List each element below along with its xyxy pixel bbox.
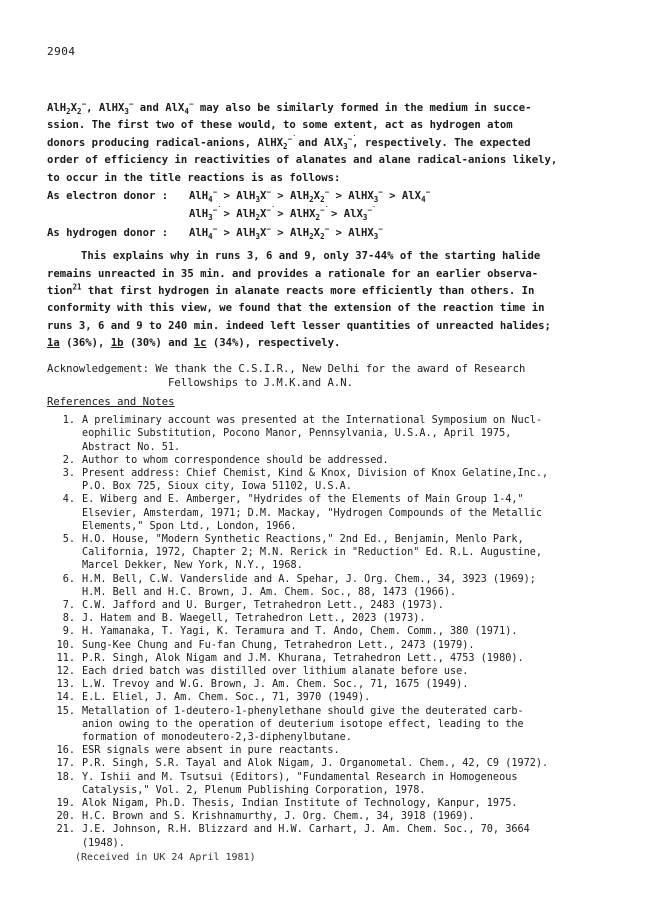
reference-line: (1948). <box>82 837 125 849</box>
reference-line: J.E. Johnson, R.H. Blizzard and H.W. Carhart, J. Am. Chem. Soc., 70, 3664 <box>82 824 530 836</box>
reference-line: H.C. Brown and S. Krishnamurthy, J. Org. Chem., 34, 3918 (1969). <box>82 811 475 823</box>
acknowledgement-line-2: Fellowships to J.M.K.and A.N. <box>168 376 353 389</box>
reference-line: L.W. Trevoy and W.G. Brown, J. Am. Chem. Soc., 71, 1675 (1949). <box>82 679 469 691</box>
reference-item <box>47 771 625 797</box>
reference-number: 11. <box>56 652 75 664</box>
paragraph-2-line-3a: tion <box>47 285 73 298</box>
reference-text <box>82 454 625 467</box>
intro-line-3-tail: respectively. The expected <box>364 136 531 149</box>
compound-1c: 1c <box>193 337 207 350</box>
reference-text <box>82 639 625 652</box>
reference-item <box>47 625 625 638</box>
reference-number: 10. <box>56 639 75 651</box>
reference-item <box>47 757 625 770</box>
compound-1b: 1b <box>110 337 124 350</box>
reference-line: Abstract No. 51. <box>82 441 181 453</box>
paragraph-2-line-2: remains unreacted in 35 min. and provides a rationale for an earlier observa- <box>47 267 539 280</box>
value-1c: (34%), respectively. <box>206 337 341 350</box>
reference-text <box>82 665 625 678</box>
reference-item <box>47 414 625 454</box>
reference-text <box>82 823 625 849</box>
reference-number: 8. <box>62 613 75 625</box>
reference-line: eophilic Substitution, Pocono Manor, Pennsylvania, U.S.A., April 1975, <box>82 428 512 440</box>
reference-line: H.M. Bell, C.W. Vanderslide and A. Spehar, J. Org. Chem., 34, 3923 (1969); <box>82 573 536 585</box>
reference-item <box>47 691 625 704</box>
reference-line: Y. Ishii and M. Tsutsui (Editors), "Fundamental Research in Homogeneous <box>82 771 518 783</box>
reference-number: 6. <box>62 573 75 585</box>
reference-line: ESR signals were absent in pure reactants. <box>82 745 340 757</box>
reference-item <box>47 665 625 678</box>
reference-item <box>47 599 625 612</box>
paragraph-2-line-3 <box>47 283 625 300</box>
reference-line: E.L. Eliel, J. Am. Chem. Soc., 71, 3970 (1949). <box>82 692 371 704</box>
reference-line: P.R. Singh, S.R. Tayal and Alok Nigam, J. Organometal. Chem., 42, C9 (1972). <box>82 758 549 770</box>
reference-line: Elsevier, Amsterdam, 1971; D.M. Mackay, "Hydrogen Compounds of the Metallic <box>82 507 543 519</box>
reference-text <box>82 810 625 823</box>
reference-text <box>82 705 625 745</box>
reference-line: J. Hatem and B. Waegell, Tetrahedron Lett., 2023 (1973). <box>82 613 426 625</box>
received-date: (Received in UK 24 April 1981) <box>75 852 256 863</box>
reference-line: Elements," Spon Ltd., London, 1966. <box>82 520 297 532</box>
reference-text <box>82 414 625 454</box>
reference-line: anion owing to the operation of deuterium isotope effect, leading to the <box>82 718 524 730</box>
hydrogen-donor-order: As hydrogen donor : $AlH_4^- > AlH_3X^- > AlH_2X_2^-$ > AlHX$_3$− <box>47 224 383 241</box>
reference-line: California, 1972, Chapter 2; M.N. Rerick in "Reduction" Ed. R.L. Augustine, <box>82 547 543 559</box>
reference-text <box>82 691 625 704</box>
reference-item <box>47 612 625 625</box>
reference-number: 12. <box>56 665 75 677</box>
reference-line: H. Yamanaka, T. Yagi, K. Teramura and T. Ando, Chem. Comm., 380 (1971). <box>82 626 518 638</box>
reference-number: 2. <box>62 454 75 466</box>
reference-item <box>47 823 625 849</box>
reference-text <box>82 625 625 638</box>
reference-item <box>47 533 625 573</box>
reference-item <box>47 705 625 745</box>
reference-line: P.O. Box 725, Sioux city, Iowa 51102, U.S.A. <box>82 481 352 493</box>
reference-superscript: 21 <box>72 282 82 292</box>
reference-item <box>47 678 625 691</box>
electron-donor-order: As electron donor : $AlH_4^- > AlH_3X^- > AlH_2X_2^-$ > AlHX$_3$− > AlX$_4$− <box>47 187 431 205</box>
reference-item <box>47 797 625 810</box>
reference-number: 21. <box>56 824 75 836</box>
reference-number: 14. <box>56 692 75 704</box>
reference-line: C.W. Jafford and U. Burger, Tetrahedron Lett., 2483 (1973). <box>82 599 444 611</box>
paragraph-2-line-5: runs 3, 6 and 9 to 240 min. indeed left lesser quantities of unreacted halides; <box>47 319 551 332</box>
reference-line: Present address: Chief Chemist, Kind & Knox, Division of Knox Gelatine,Inc., <box>82 467 549 479</box>
intro-line-3: donors producing radical-anions, AlHX$_2$−̇ and AlX$_3$−̇, respectively. The expected <box>47 134 531 151</box>
reference-line: Each dried batch was distilled over lithium alanate before use. <box>82 665 469 677</box>
reference-number: 4. <box>62 494 75 506</box>
reference-text <box>82 652 625 665</box>
reference-line: Catalysis," Vol. 2, Plenum Publishing Corporation, 1978. <box>82 784 426 796</box>
acknowledgement-line-1: Acknowledgement: We thank the C.S.I.R., New Delhi for the award of Research <box>47 362 526 375</box>
reference-text <box>82 573 625 599</box>
acknowledgement <box>47 362 625 390</box>
article-body <box>47 100 625 850</box>
reference-number: 20. <box>56 811 75 823</box>
page-number: 2904 <box>47 45 76 58</box>
intro-line-1-text: may also be similarly formed in the medium in succe- <box>199 102 532 114</box>
reference-line: P.R. Singh, Alok Nigam and J.M. Khurana, Tetrahedron Lett., 4753 (1980). <box>82 652 524 664</box>
reference-item <box>47 639 625 652</box>
reference-number: 7. <box>62 599 75 611</box>
reference-number: 3. <box>62 467 75 479</box>
reference-line: H.M. Bell and H.C. Brown, J. Am. Chem. Soc., 88, 1473 (1966). <box>82 586 457 598</box>
reference-line: Marcel Dekker, New York, N.Y., 1968. <box>82 560 303 572</box>
reference-text <box>82 678 625 691</box>
reference-text <box>82 493 625 533</box>
paragraph-2-line-6 <box>47 335 625 352</box>
intro-line-4: order of efficiency in reactivities of alanates and alane radical-anions likely, <box>47 154 558 167</box>
reference-number: 19. <box>56 797 75 809</box>
references-list <box>47 414 625 850</box>
reference-number: 15. <box>56 705 75 717</box>
hydrogen-donor-label: As hydrogen donor : <box>47 226 169 239</box>
reference-item <box>47 744 625 757</box>
intro-line-1: $AlH_2X_2^-$, AlHX$_3$− and AlX$_4$− may also be similarly formed in the medium in succe- <box>47 99 532 117</box>
electron-donor-order-radicals: AlH$_3$−̇ > AlH$_2$X−̇ > AlHX$_2$−̇ > AlX$_3$−̇ <box>189 205 372 223</box>
reference-line: Alok Nigam, Ph.D. Thesis, Indian Institute of Technology, Kanpur, 1975. <box>82 797 518 809</box>
paragraph-2-line-4: conformity with this view, we found that the extension of the reaction time in <box>47 302 545 315</box>
reference-number: 1. <box>62 415 75 427</box>
reference-text <box>82 599 625 612</box>
reference-item <box>47 573 625 599</box>
reference-line: H.O. House, "Modern Synthetic Reactions," 2nd Ed., Benjamin, Menlo Park, <box>82 533 524 545</box>
reference-line: A preliminary account was presented at the International Symposium on Nucl- <box>82 415 543 427</box>
paragraph-2-line-1: This explains why in runs 3, 6 and 9, only 37-44% of the starting halide <box>81 250 541 263</box>
reference-number: 17. <box>56 758 75 770</box>
reference-item <box>47 652 625 665</box>
reference-text <box>82 797 625 810</box>
reference-item <box>47 810 625 823</box>
reference-item <box>47 454 625 467</box>
reference-text <box>82 612 625 625</box>
reference-number: 13. <box>56 679 75 691</box>
intro-line-2: ssion. The first two of these would, to some extent, act as hydrogen atom <box>47 119 513 132</box>
reference-item <box>47 493 625 533</box>
reference-number: 9. <box>62 626 75 638</box>
reference-item <box>47 467 625 493</box>
reference-line: Sung-Kee Chung and Fu-fan Chung, Tetrahedron Lett., 2473 (1979). <box>82 639 475 651</box>
reference-line: Author to whom correspondence should be addressed. <box>82 454 389 466</box>
reference-text <box>82 771 625 797</box>
reference-number: 16. <box>56 745 75 757</box>
reference-text <box>82 533 625 573</box>
value-1a: (36%), <box>59 337 111 350</box>
intro-line-3-text: donors producing radical-anions, <box>47 136 252 149</box>
reference-line: E. Wiberg and E. Amberger, "Hydrides of the Elements of Main Group 1-4," <box>82 494 524 506</box>
reference-number: 5. <box>62 533 75 545</box>
reference-text <box>82 757 625 770</box>
compound-1a: 1a <box>47 337 60 350</box>
intro-line-5: to occur in the title reactions is as follows: <box>47 171 341 184</box>
reference-number: 18. <box>56 771 75 783</box>
reference-line: formation of monodeutero-2,3-diphenylbutane. <box>82 731 352 743</box>
value-1b: (30%) and <box>123 337 194 350</box>
electron-donor-label: As electron donor : <box>47 190 169 203</box>
reference-text <box>82 467 625 493</box>
reference-line: Metallation of 1-deutero-1-phenylethane should give the deuterated carb- <box>82 705 524 717</box>
reference-text <box>82 744 625 757</box>
references-heading: References and Notes <box>47 395 175 408</box>
paragraph-2-line-3b: that first hydrogen in alanate reacts more efficiently than others. In <box>81 285 535 298</box>
